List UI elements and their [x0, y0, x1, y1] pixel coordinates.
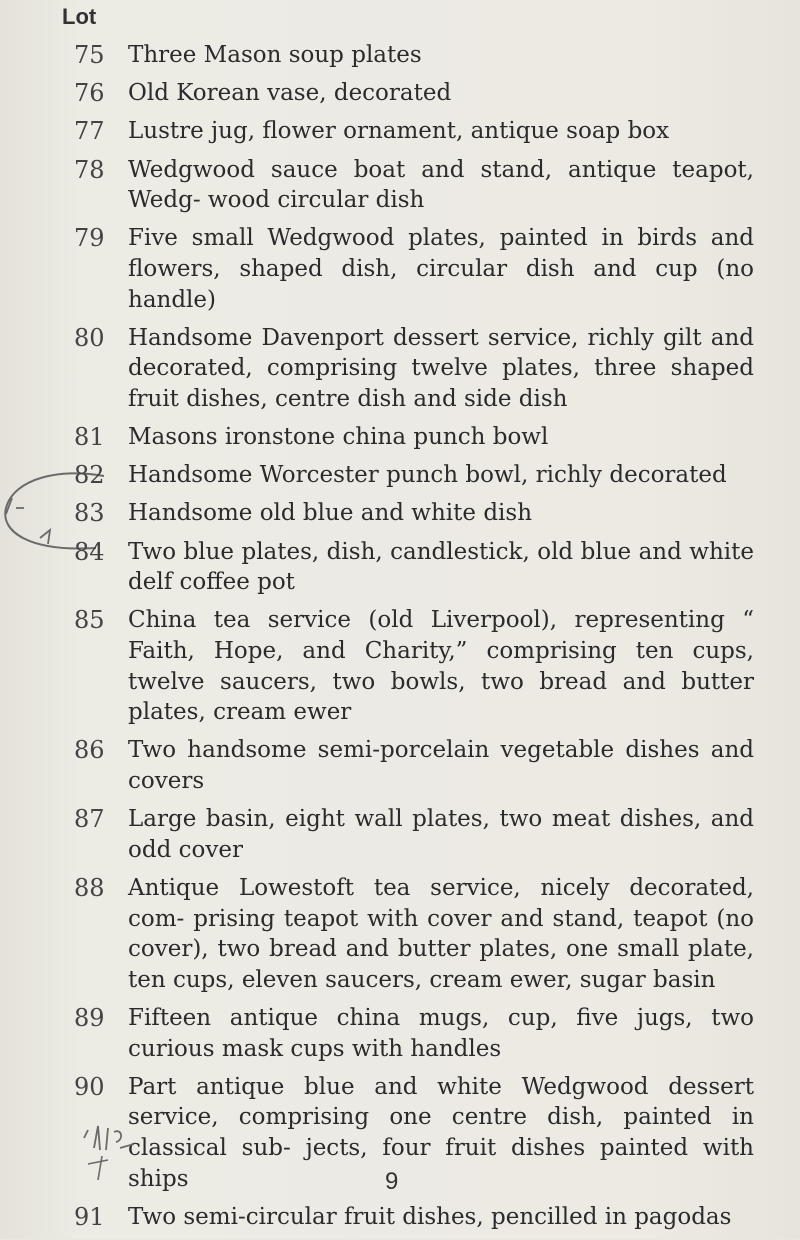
- lot-description: Masons ironstone china punch bowl: [128, 424, 549, 451]
- lot-entry: [74, 1003, 754, 1064]
- lot-entry: [74, 804, 754, 865]
- lot-description: Handsome old blue and white dish: [128, 500, 533, 527]
- lot-number: 83: [74, 499, 105, 528]
- lot-entry: [74, 223, 754, 315]
- lot-description: Two handsome semi-porcelain vegetable dishes and covers: [128, 737, 754, 794]
- lot-number: 75: [74, 41, 105, 69]
- lot-entry: [74, 460, 754, 491]
- lot-column-header: Lot: [62, 4, 97, 29]
- lot-number: 86: [74, 736, 105, 765]
- lot-number: 88: [74, 873, 105, 902]
- lot-description: China tea service (old Liverpool), representing “ Faith, Hope, and Charity,” comprising ten cups, twelve saucers, two bowls, two bread and butter plates, cream ewer: [128, 607, 754, 726]
- lot-description: Handsome Worcester punch bowl, richly decorated: [128, 462, 727, 489]
- lot-description: Three Mason soup plates: [128, 42, 422, 68]
- lot-description: Two blue plates, dish, candlestick, old blue and white delf coffee pot: [128, 538, 754, 596]
- lot-description: Fifteen antique china mugs, cup, five jugs, two curious mask cups with handles: [128, 1004, 754, 1062]
- lot-description: Handsome Davenport dessert service, richly gilt and decorated, comprising twelve plates, three shaped fruit dishes, centre dish and side dish: [128, 324, 754, 412]
- lot-number: 89: [74, 1003, 105, 1032]
- lot-description: Wedgwood sauce boat and stand, antique teapot, Wedg- wood circular dish: [128, 156, 754, 214]
- lot-number: 85: [74, 606, 105, 635]
- lot-entry: [74, 537, 754, 598]
- lot-entry: [74, 1202, 754, 1233]
- lot-entry: [74, 735, 754, 796]
- lot-number: 84: [74, 537, 105, 566]
- lot-description: Part antique blue and white Wedgwood dessert service, comprising one centre dish, painted in classical sub- jects, four fruit dishes painted with ships: [128, 1073, 754, 1192]
- lot-number: 82: [74, 461, 105, 490]
- lot-number: 80: [74, 323, 105, 352]
- lot-entry: [74, 422, 754, 453]
- lot-entry: [74, 498, 754, 529]
- lot-description: Lustre jug, flower ornament, antique soap box: [128, 118, 670, 145]
- lot-number: 76: [74, 79, 105, 108]
- lot-number: 78: [74, 155, 105, 184]
- lot-list: [74, 40, 754, 1240]
- lot-description: Antique Lowestoft tea service, nicely decorated, com- prising teapot with cover and stand, teapot (no cover), two bread and butter plates, one small plate, ten cups, eleven saucers, cream ewer, sugar basin: [128, 874, 754, 993]
- lot-entry: [74, 155, 754, 216]
- lot-number: 91: [74, 1202, 105, 1231]
- lot-entry: [74, 605, 754, 727]
- lot-number: 87: [74, 805, 105, 834]
- lot-entry: [74, 40, 754, 71]
- lot-description: Two semi-circular fruit dishes, pencilled in pagodas: [128, 1203, 732, 1230]
- lot-number: 79: [74, 224, 105, 253]
- page-number: 9: [385, 1168, 399, 1195]
- lot-number: 81: [74, 423, 105, 452]
- lot-number: 77: [74, 117, 105, 146]
- lot-entry: [74, 116, 754, 147]
- lot-number: 90: [74, 1072, 105, 1101]
- lot-description: Five small Wedgwood plates, painted in birds and flowers, shaped dish, circular dish and cup (no handle): [128, 225, 754, 313]
- lot-description: Large basin, eight wall plates, two meat dishes, and odd cover: [128, 806, 754, 863]
- lot-entry: [74, 78, 754, 109]
- lot-entry: [74, 1072, 754, 1194]
- lot-description: Old Korean vase, decorated: [128, 80, 452, 107]
- lot-entry: [74, 873, 754, 995]
- lot-entry: [74, 323, 754, 415]
